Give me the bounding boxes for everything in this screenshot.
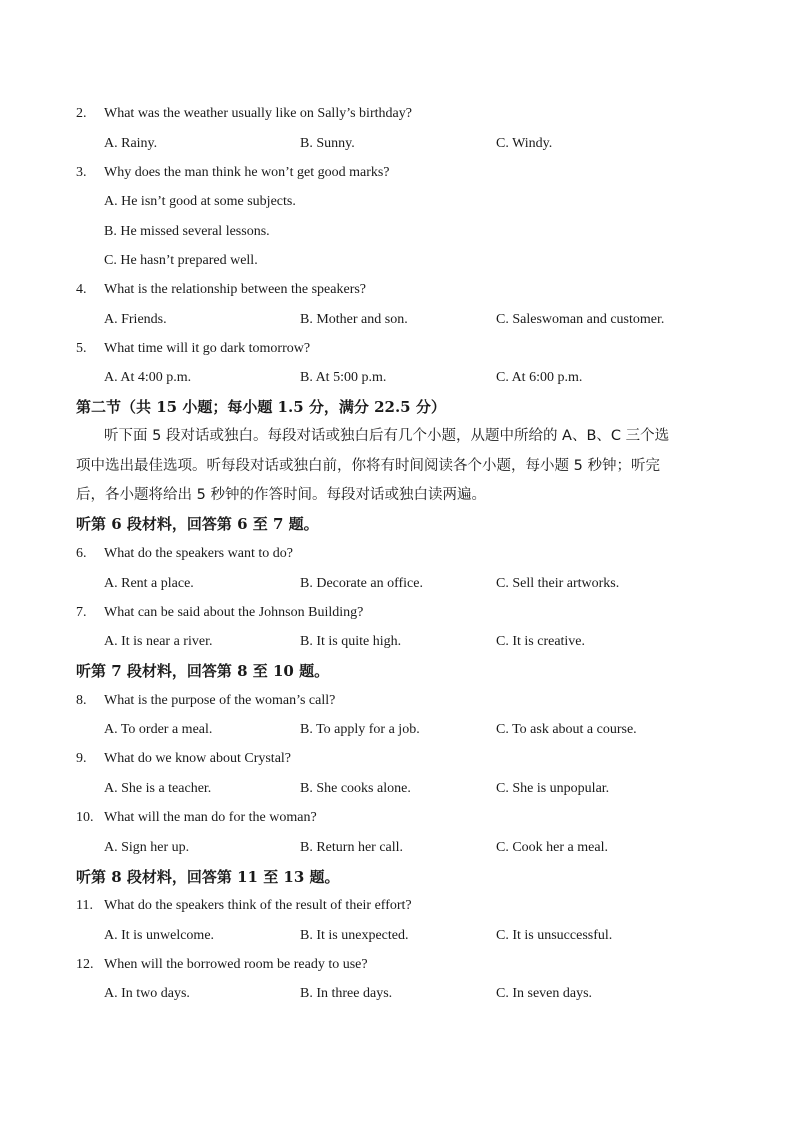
question-12-options xyxy=(0,983,794,1005)
question-2 xyxy=(0,103,794,125)
option-a: A. In two days. xyxy=(104,986,190,1001)
question-number: 4. xyxy=(76,282,87,297)
question-number: 8. xyxy=(76,693,87,708)
question-text: When will the borrowed room be ready to use? xyxy=(104,957,368,972)
question-12 xyxy=(0,954,794,976)
option-c: C. She is unpopular. xyxy=(496,781,610,796)
option-a: A. Rent a place. xyxy=(104,576,194,591)
question-text: What is the relationship between the speakers? xyxy=(104,282,367,297)
question-7-options xyxy=(0,631,794,653)
question-text: What is the purpose of the woman’s call? xyxy=(104,693,336,708)
option-b: B. Mother and son. xyxy=(300,312,408,327)
question-3 xyxy=(0,162,794,184)
question-text: What will the man do for the woman? xyxy=(104,810,317,825)
option-b: B. In three days. xyxy=(300,986,393,1001)
question-3-option-a xyxy=(0,191,794,213)
part-7-heading-line xyxy=(0,660,794,682)
question-7 xyxy=(0,602,794,624)
question-4-options xyxy=(0,309,794,331)
option-a: A. It is near a river. xyxy=(104,634,213,649)
option-b: B. At 5:00 p.m. xyxy=(300,370,387,385)
option-b: B. Sunny. xyxy=(300,136,355,151)
question-number: 11. xyxy=(76,898,93,913)
question-9 xyxy=(0,748,794,770)
question-11-options xyxy=(0,925,794,947)
instructions-text: 项中选出最佳选项。听每段对话或独白前，你将有时间阅读各个小题，每小题 5 秒钟；听完 xyxy=(76,458,660,474)
question-text: What do we know about Crystal? xyxy=(104,751,292,766)
part-heading: 听第 6 段材料，回答第 6 至 7 题。 xyxy=(76,515,319,533)
part-6-heading-line xyxy=(0,513,794,535)
question-6-options xyxy=(0,573,794,595)
option-c: C. Saleswoman and customer. xyxy=(496,312,665,327)
option-b: B. Decorate an office. xyxy=(300,576,423,591)
option-a: A. He isn’t good at some subjects. xyxy=(104,194,296,209)
option-c: C. It is creative. xyxy=(496,634,586,649)
option-c: C. He hasn’t prepared well. xyxy=(104,253,258,268)
question-8 xyxy=(0,690,794,712)
question-number: 12. xyxy=(76,957,94,972)
option-b: B. It is quite high. xyxy=(300,634,402,649)
question-number: 6. xyxy=(76,546,87,561)
option-c: C. In seven days. xyxy=(496,986,593,1001)
option-a: A. To order a meal. xyxy=(104,722,213,737)
instructions-line-2 xyxy=(0,455,794,477)
part-heading: 听第 7 段材料，回答第 8 至 10 题。 xyxy=(76,662,330,680)
question-text: Why does the man think he won’t get good marks? xyxy=(104,165,390,180)
option-c: C. Windy. xyxy=(496,136,553,151)
option-c: C. It is unsuccessful. xyxy=(496,928,613,943)
option-c: C. Sell their artworks. xyxy=(496,576,620,591)
option-c: C. Cook her a meal. xyxy=(496,840,608,855)
question-text: What do the speakers think of the result of their effort? xyxy=(104,898,412,913)
option-a: A. It is unwelcome. xyxy=(104,928,215,943)
option-c: C. At 6:00 p.m. xyxy=(496,370,583,385)
part-heading: 听第 8 段材料，回答第 11 至 13 题。 xyxy=(76,868,340,886)
section-title: 第二节（共 15 小题；每小题 1.5 分，满分 22.5 分） xyxy=(76,398,446,416)
question-number: 9. xyxy=(76,751,87,766)
question-5-options xyxy=(0,367,794,389)
option-c: C. To ask about a course. xyxy=(496,722,637,737)
question-8-options xyxy=(0,719,794,741)
question-text: What can be said about the Johnson Building? xyxy=(104,605,364,620)
section-2-title-line xyxy=(0,396,794,418)
question-number: 3. xyxy=(76,165,87,180)
option-a: A. Sign her up. xyxy=(104,840,190,855)
instructions-line-3 xyxy=(0,484,794,506)
question-number: 7. xyxy=(76,605,87,620)
question-text: What was the weather usually like on Sally’s birthday? xyxy=(104,106,412,121)
instructions-text: 听下面 5 段对话或独白。每段对话或独白后有几个小题，从题中所给的 A、B、C 三个选 xyxy=(104,428,670,444)
option-b: B. He missed several lessons. xyxy=(104,224,270,239)
option-b: B. To apply for a job. xyxy=(300,722,420,737)
question-number: 5. xyxy=(76,341,87,356)
question-text: What do the speakers want to do? xyxy=(104,546,293,561)
question-4 xyxy=(0,279,794,301)
question-6 xyxy=(0,543,794,565)
option-b: B. She cooks alone. xyxy=(300,781,411,796)
option-b: B. It is unexpected. xyxy=(300,928,409,943)
instructions-text: 后，各小题将给出 5 秒钟的作答时间。每段对话或独白读两遍。 xyxy=(76,487,486,503)
option-a: A. Rainy. xyxy=(104,136,158,151)
question-3-option-c xyxy=(0,250,794,272)
question-10-options xyxy=(0,837,794,859)
question-number: 2. xyxy=(76,106,87,121)
question-text: What time will it go dark tomorrow? xyxy=(104,341,311,356)
option-a: A. At 4:00 p.m. xyxy=(104,370,192,385)
question-5 xyxy=(0,338,794,360)
instructions-line-1 xyxy=(0,425,794,447)
question-10 xyxy=(0,807,794,829)
question-11 xyxy=(0,895,794,917)
part-8-heading-line xyxy=(0,866,794,888)
option-a: A. She is a teacher. xyxy=(104,781,212,796)
option-a: A. Friends. xyxy=(104,312,167,327)
question-number: 10. xyxy=(76,810,94,825)
question-9-options xyxy=(0,778,794,800)
question-3-option-b xyxy=(0,221,794,243)
question-2-options xyxy=(0,133,794,155)
option-b: B. Return her call. xyxy=(300,840,404,855)
